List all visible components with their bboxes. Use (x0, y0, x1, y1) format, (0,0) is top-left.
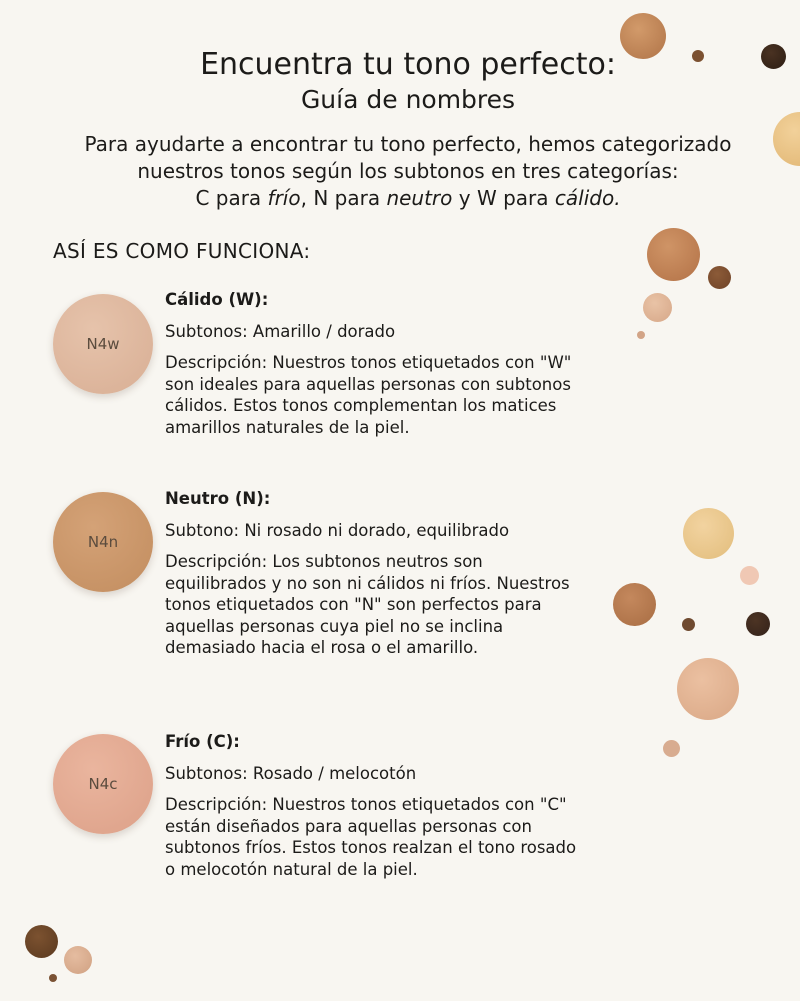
section-neutral (165, 488, 585, 659)
section-description: Descripción: Nuestros tonos etiquetados con "C" están diseñados para aquellas personas con subtonos fríos. Estos tonos realzan el tono rosado o melocotón natural de la piel. (165, 795, 577, 879)
decorative-drop (613, 583, 656, 626)
section-subtones: Subtonos: Amarillo / dorado (165, 321, 396, 341)
decorative-drop (663, 740, 680, 757)
decorative-drop (683, 508, 734, 559)
section-heading: Frío (C): (165, 732, 240, 751)
page-title: Encuentra tu tono perfecto: (200, 47, 616, 82)
section-cool (165, 731, 585, 880)
intro-emphasis: neutro (386, 186, 453, 210)
decorative-drop (637, 331, 645, 339)
decorative-drop (64, 946, 92, 974)
decorative-drop (740, 566, 759, 585)
decorative-drop (25, 925, 58, 958)
intro-text: C para (195, 186, 268, 210)
intro-line: Para ayudarte a encontrar tu tono perfecto, hemos categorizado (84, 132, 732, 156)
how-it-works-heading: ASÍ ES COMO FUNCIONA: (53, 239, 311, 263)
section-description: Descripción: Nuestros tonos etiquetados con "W" son ideales para aquellas personas con subtonos cálidos. Estos tonos complementan los matices amarillos naturales de la piel. (165, 353, 572, 437)
swatch-label: N4c (88, 775, 118, 793)
section-subtones: Subtono: Ni rosado ni dorado, equilibrado (165, 520, 510, 540)
intro-text: , N para (300, 186, 387, 210)
decorative-drop (647, 228, 700, 281)
section-heading: Cálido (W): (165, 290, 269, 309)
section-warm (165, 289, 585, 438)
intro-emphasis: cálido. (554, 186, 621, 210)
section-description: Descripción: Los subtonos neutros son equilibrados y no son ni cálidos ni fríos. Nuestros tonos etiquetados con "N" son perfectos para aquellas personas cuya piel no se inclina demasiado hacia el rosa o el amarillo. (165, 552, 570, 657)
intro-emphasis: frío (267, 186, 301, 210)
section-subtones: Subtonos: Rosado / melocotón (165, 763, 417, 783)
swatch-label: N4n (87, 533, 119, 551)
shade-swatch-neutral (53, 492, 153, 592)
swatch-label: N4w (86, 335, 120, 353)
decorative-drop (49, 974, 57, 982)
decorative-drop (682, 618, 695, 631)
section-heading: Neutro (N): (165, 489, 271, 508)
decorative-drop (746, 612, 770, 636)
shade-swatch-warm (53, 294, 153, 394)
intro-paragraph (0, 131, 800, 212)
intro-text: y W para (452, 186, 555, 210)
page-subtitle: Guía de nombres (300, 85, 516, 114)
intro-line: nuestros tonos según los subtonos en tres categorías: (137, 159, 679, 183)
intro-line (0, 185, 800, 212)
decorative-drop (708, 266, 731, 289)
decorative-drop (677, 658, 739, 720)
decorative-drop (643, 293, 672, 322)
shade-swatch-cool (53, 734, 153, 834)
